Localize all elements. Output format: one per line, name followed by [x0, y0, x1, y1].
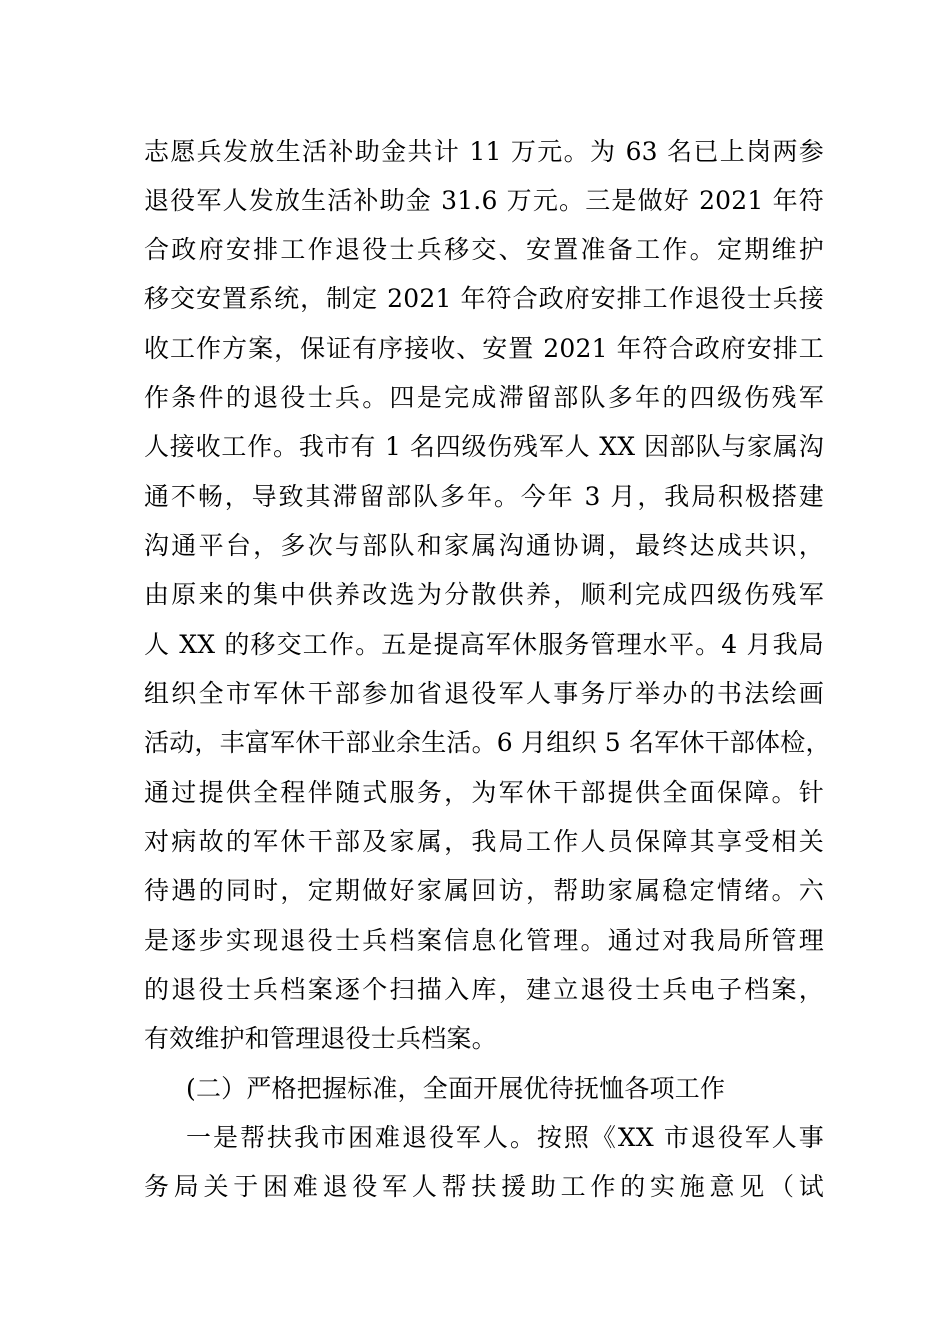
paragraph-line: 作条件的退役士兵。四是完成滞留部队多年的四级伤残军 — [144, 383, 824, 412]
paragraph-line: 待遇的同时，定期做好家属回访，帮助家属稳定情绪。六 — [144, 876, 824, 905]
paragraph-line: 务局关于困难退役军人帮扶援助工作的实施意见（试 — [144, 1172, 824, 1201]
paragraph-line: 通过提供全程伴随式服务，为军休干部提供全面保障。针 — [144, 778, 824, 807]
paragraph-line: 的退役士兵档案逐个扫描入库，建立退役士兵电子档案， — [144, 975, 824, 1004]
paragraph-line: 对病故的军休干部及家属，我局工作人员保障其享受相关 — [144, 827, 824, 856]
paragraph-line: 由原来的集中供养改选为分散供养，顺利完成四级伤残军 — [144, 580, 824, 609]
paragraph-line: 通不畅，导致其滞留部队多年。今年 3 月，我局积极搭建 — [144, 482, 824, 511]
paragraph-line: 组织全市军休干部参加省退役军人事务厅举办的书法绘画 — [144, 679, 824, 708]
paragraph-line: 一是帮扶我市困难退役军人。按照《XX 市退役军人事 — [186, 1123, 824, 1152]
section-heading: (二）严格把握标准，全面开展优待抚恤各项工作 — [186, 1074, 726, 1103]
paragraph-line: 收工作方案，保证有序接收、安置 2021 年符合政府安排工 — [144, 334, 824, 363]
paragraph-line: 是逐步实现退役士兵档案信息化管理。通过对我局所管理 — [144, 926, 824, 955]
paragraph-line: 人 XX 的移交工作。五是提高军休服务管理水平。4 月我局 — [144, 630, 824, 659]
paragraph-line: 沟通平台，多次与部队和家属沟通协调，最终达成共识， — [144, 531, 824, 560]
paragraph-line: 人接收工作。我市有 1 名四级伤残军人 XX 因部队与家属沟 — [144, 432, 824, 461]
paragraph-line: 合政府安排工作退役士兵移交、安置准备工作。定期维护 — [144, 235, 824, 264]
paragraph-line: 退役军人发放生活补助金 31.6 万元。三是做好 2021 年符 — [144, 186, 824, 215]
paragraph-line: 志愿兵发放生活补助金共计 11 万元。为 63 名已上岗两参 — [144, 137, 824, 166]
paragraph-line: 有效维护和管理退役士兵档案。 — [144, 1024, 497, 1053]
paragraph-line: 活动，丰富军休干部业余生活。6 月组织 5 名军休干部体检， — [144, 728, 831, 757]
paragraph-line: 移交安置系统，制定 2021 年符合政府安排工作退役士兵接 — [144, 284, 824, 313]
